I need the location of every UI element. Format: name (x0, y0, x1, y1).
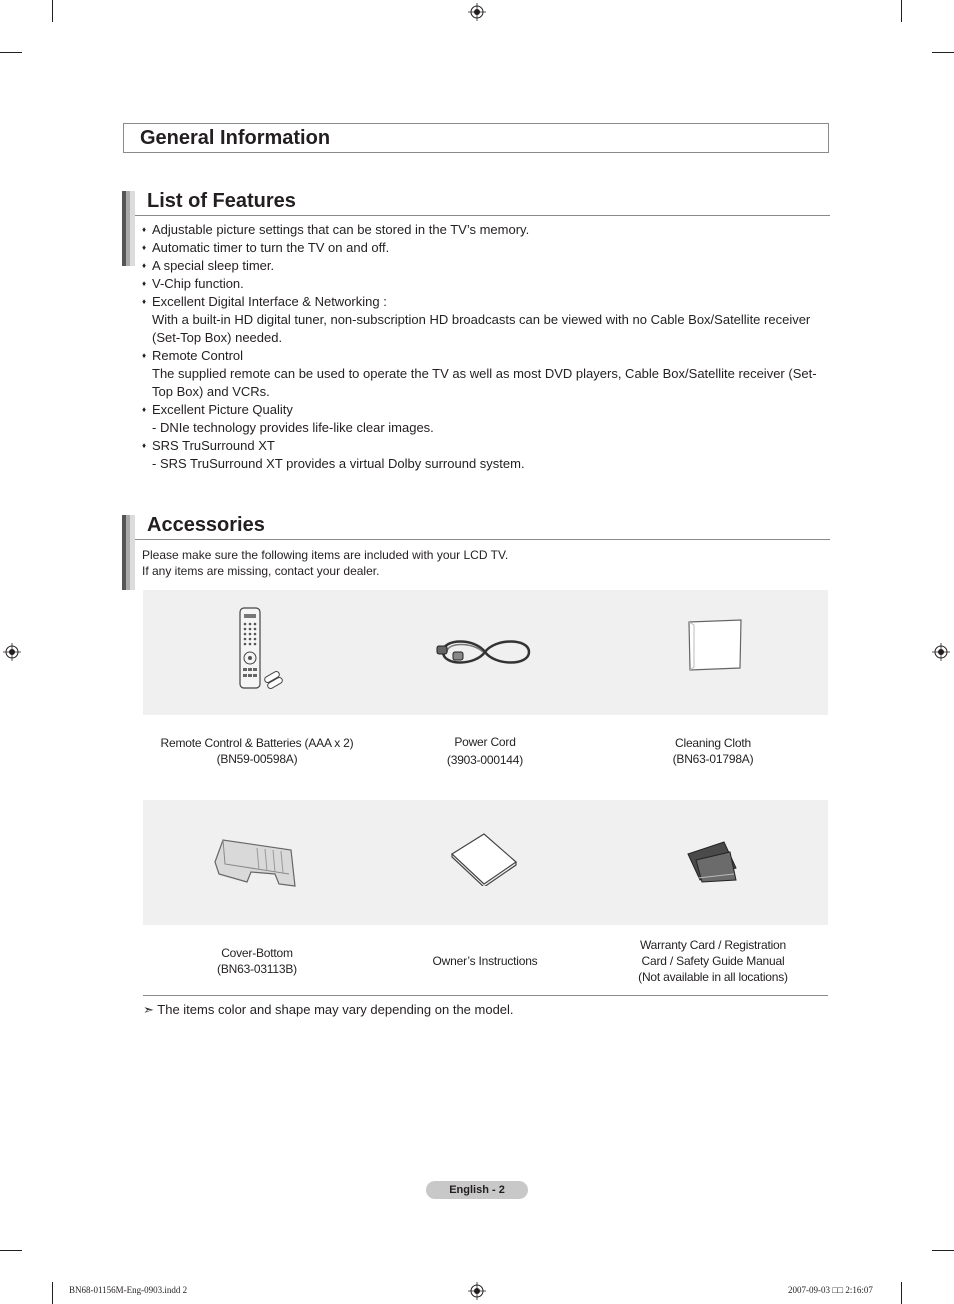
list-item: ♦ Adjustable picture settings that can be stored in the TV’s memory. (142, 221, 832, 239)
crop-mark (932, 52, 954, 53)
page-title: General Information (123, 123, 829, 153)
section-divider (135, 215, 830, 216)
accessory-caption-power-cord: Power Cord (3903-000144) (446, 735, 524, 767)
accessories-title: Accessories (147, 514, 265, 536)
accessory-caption-manual: Owner’s Instructions (432, 954, 538, 968)
cover-bottom-icon (211, 834, 297, 890)
registration-mark-icon (468, 3, 486, 21)
registration-mark-icon (3, 643, 21, 661)
footer-timestamp: 2007-09-03 □□ 2:16:07 (788, 1285, 873, 1295)
list-item-detail: - DNIe technology provides life-like clear images. (152, 420, 434, 435)
accessory-caption-cleaning-cloth: Cleaning Cloth (BN63-01798A) (672, 736, 754, 766)
list-item: ♦ SRS TruSurround XT - SRS TruSurround XT provides a virtual Dolby surround system. (142, 437, 832, 473)
crop-mark (0, 52, 22, 53)
features-title: List of Features (147, 190, 296, 212)
cleaning-cloth-icon (686, 618, 744, 672)
list-item: ♦ Excellent Picture Quality - DNIe technology provides life-like clear images. (142, 401, 832, 437)
crop-mark (0, 1250, 22, 1251)
accessories-note: ➣ The items color and shape may vary depending on the model. (143, 1002, 514, 1017)
list-item: ♦ V-Chip function. (142, 275, 832, 293)
registration-mark-icon (468, 1282, 486, 1300)
list-item-detail: With a built-in HD digital tuner, non-subscription HD broadcasts can be viewed with no Cable Box/Satellite receiver (Set-Top Box) needed. (152, 312, 811, 345)
accessory-caption-warranty: Warranty Card / Registration Card / Safety Guide Manual (Not available in all locations) (638, 938, 788, 984)
power-cord-icon (435, 632, 533, 672)
crop-mark (52, 1282, 53, 1304)
crop-mark (52, 0, 53, 22)
registration-mark-icon (932, 643, 950, 661)
accessories-intro: Please make sure the following items are included with your LCD TV. If any items are missing, contact your dealer. (142, 548, 509, 578)
list-item: ♦ Remote Control The supplied remote can be used to operate the TV as well as most DVD players, Cable Box/Satellite receiver (Set-Top Box) and VCRs. (142, 347, 832, 401)
list-item: ♦ Excellent Digital Interface & Networking : With a built-in HD digital tuner, non-subscription HD broadcasts can be viewed with no Cable Box/Satellite receiver (Set-Top Box) needed. (142, 293, 832, 347)
crop-mark (901, 0, 902, 22)
crop-mark (901, 1282, 902, 1304)
warranty-card-icon (684, 838, 740, 884)
section-marker (122, 515, 135, 590)
accessory-caption-remote: Remote Control & Batteries (AAA x 2) (BN59-00598A) (160, 736, 354, 766)
features-list (142, 221, 832, 473)
section-divider (135, 539, 830, 540)
crop-mark (932, 1250, 954, 1251)
page-number: English - 2 (426, 1181, 528, 1199)
list-item-detail: The supplied remote can be used to operate the TV as well as most DVD players, Cable Box/Satellite receiver (Set-Top Box) and VCRs. (152, 366, 817, 399)
list-item-detail: - SRS TruSurround XT provides a virtual Dolby surround system. (152, 456, 525, 471)
footer-file-name: BN68-01156M-Eng-0903.indd 2 (69, 1285, 188, 1295)
remote-control-icon (234, 606, 286, 690)
manual-icon (450, 832, 518, 886)
accessory-caption-cover-bottom: Cover-Bottom (BN63-03113B) (217, 946, 297, 976)
section-marker (122, 191, 135, 266)
list-item: ♦ Automatic timer to turn the TV on and off. (142, 239, 832, 257)
list-item: ♦ A special sleep timer. (142, 257, 832, 275)
section-divider (143, 995, 828, 996)
